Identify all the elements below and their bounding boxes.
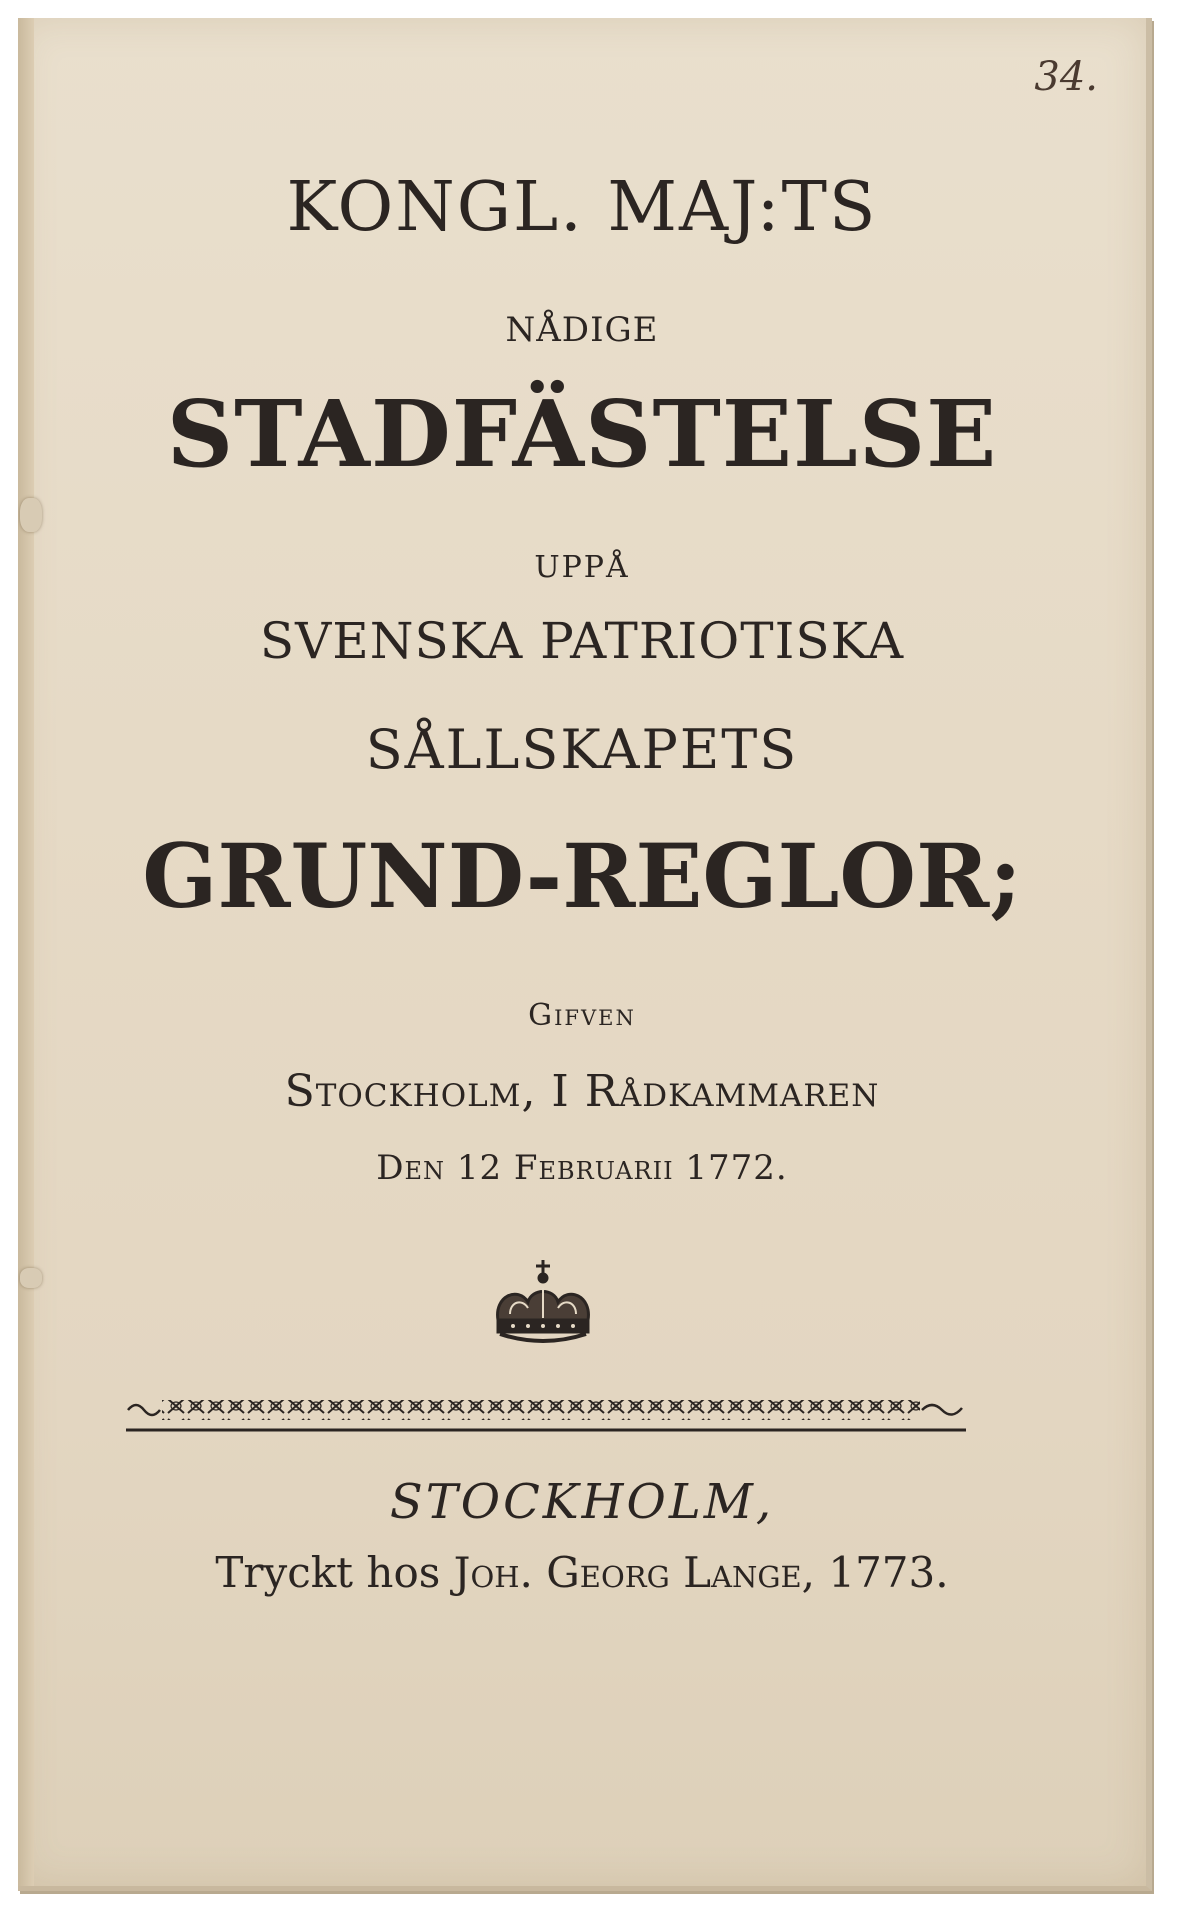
imprint-printer-name: Joh. Georg Lange: [453, 1548, 802, 1597]
imprint-prefix: Tryckt hos: [215, 1548, 454, 1597]
crown-icon: [488, 1258, 598, 1348]
title-line-kongl-majts: KONGL. MAJ:TS: [286, 168, 878, 247]
title-line-nadige: NÅDIGE: [505, 310, 659, 350]
imprint-printer-line: [18, 1548, 1146, 1597]
stitch-knot: [20, 498, 42, 532]
title-page: [18, 18, 1152, 1891]
imprint-place: STOCKHOLM,: [389, 1474, 775, 1530]
stitch-knot: [20, 1268, 42, 1288]
binding-spine: [18, 18, 34, 1886]
ornamental-rule: [126, 1396, 966, 1436]
title-line-stadfastelse: STADFÄSTELSE: [166, 380, 998, 488]
given-date-line: Den 12 Februarii 1772.: [376, 1148, 788, 1188]
title-line-uppa: UPPÅ: [534, 550, 630, 585]
title-line-grund-reglor: GRUND-REGLOR;: [142, 824, 1022, 928]
given-line: Gifven: [528, 998, 636, 1033]
imprint-year: , 1773.: [801, 1548, 949, 1597]
handwritten-page-number: 34.: [1034, 54, 1098, 100]
title-line-sallskapets: SÅLLSKAPETS: [365, 718, 799, 781]
given-place-line: Stockholm, I Rådkammaren: [284, 1066, 880, 1117]
title-line-svenska-patriotiska: SVENSKA PATRIOTISKA: [259, 612, 905, 670]
